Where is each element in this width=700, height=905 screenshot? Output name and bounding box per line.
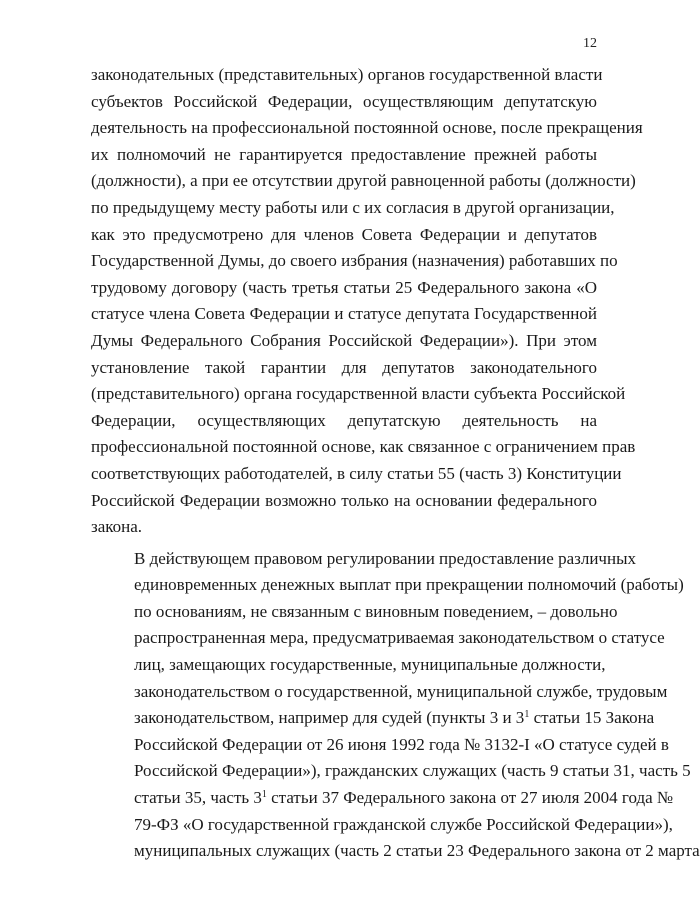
text-line: как это предусмотрено для членов Совета Федерации и депутатов	[91, 224, 597, 244]
superscript: 1	[261, 789, 267, 801]
text-line: Думы Федерального Собрания Российской Федерации»). При этом	[91, 330, 597, 350]
page-number: 12	[583, 36, 597, 51]
text-line: деятельность на профессиональной постоянной основе, после прекращения	[91, 118, 643, 138]
text-line-with-superscript	[91, 705, 655, 732]
superscript: 1	[524, 709, 530, 721]
text-line: Российской Федерации от 26 июня 1992 года № 3132-I «О статусе судей в	[134, 734, 669, 754]
text-line: законодательством о государственной, муниципальной службе, трудовым	[134, 681, 668, 701]
paragraph-1	[91, 62, 643, 541]
text-line: по предыдущему месту работы или с их согласия в другой организации,	[91, 197, 615, 217]
text-line: Федерации, осуществляющих депутатскую деятельность на	[91, 410, 597, 430]
text-line: соответствующих работодателей, в силу статьи 55 (часть 3) Конституции	[91, 463, 622, 483]
text-fragment: статьи 37 Федерального закона от 27 июля 2004 года №	[266, 788, 674, 808]
text-line: законодательных (представительных) органов государственной власти	[91, 65, 603, 84]
text-line: муниципальных служащих (часть 2 статьи 23 Федерального закона от 2 марта	[134, 841, 700, 861]
text-line: по основаниям, не связанным с виновным поведением, – довольно	[134, 601, 618, 621]
text-line: распространенная мера, предусматриваемая законодательством о статусе	[134, 628, 665, 648]
text-line: профессиональной постоянной основе, как связанное с ограничением прав	[91, 437, 636, 457]
document-body	[91, 62, 700, 865]
text-line: лиц, замещающих государственные, муниципальные должности,	[134, 655, 606, 675]
text-line: Российской Федерации возможно только на основании федерального	[91, 490, 597, 510]
text-line-with-superscript	[91, 785, 674, 812]
text-line: субъектов Российской Федерации, осуществляющим депутатскую	[91, 91, 597, 111]
text-line: единовременных денежных выплат при прекращении полномочий (работы)	[134, 575, 684, 595]
paragraph-2	[91, 546, 700, 865]
text-fragment: статьи 15 Закона	[529, 708, 655, 728]
text-line: Государственной Думы, до своего избрания (назначения) работавших по	[91, 251, 618, 271]
text-line: 79-ФЗ «О государственной гражданской службе Российской Федерации»),	[134, 814, 673, 834]
text-line: установление такой гарантии для депутатов законодательного	[91, 357, 597, 377]
text-line: закона.	[91, 517, 143, 537]
text-fragment: законодательством, например для судей (пункты 3 и 3	[134, 708, 525, 728]
text-line: их полномочий не гарантируется предоставление прежней работы	[91, 144, 597, 164]
text-line: (представительного) органа государственной власти субъекта Российской	[91, 384, 626, 404]
text-line: трудовому договору (часть третья статьи 25 Федерального закона «О	[91, 277, 597, 297]
text-fragment: статьи 35, часть 3	[134, 788, 262, 808]
text-line: (должности), а при ее отсутствии другой равноценной работы (должности)	[91, 171, 636, 191]
text-line: статусе члена Совета Федерации и статусе депутата Государственной	[91, 304, 597, 324]
text-line: Российской Федерации»), гражданских служащих (часть 9 статьи 31, часть 5	[134, 761, 691, 781]
text-line: В действующем правовом регулировании предоставление различных	[134, 548, 636, 568]
